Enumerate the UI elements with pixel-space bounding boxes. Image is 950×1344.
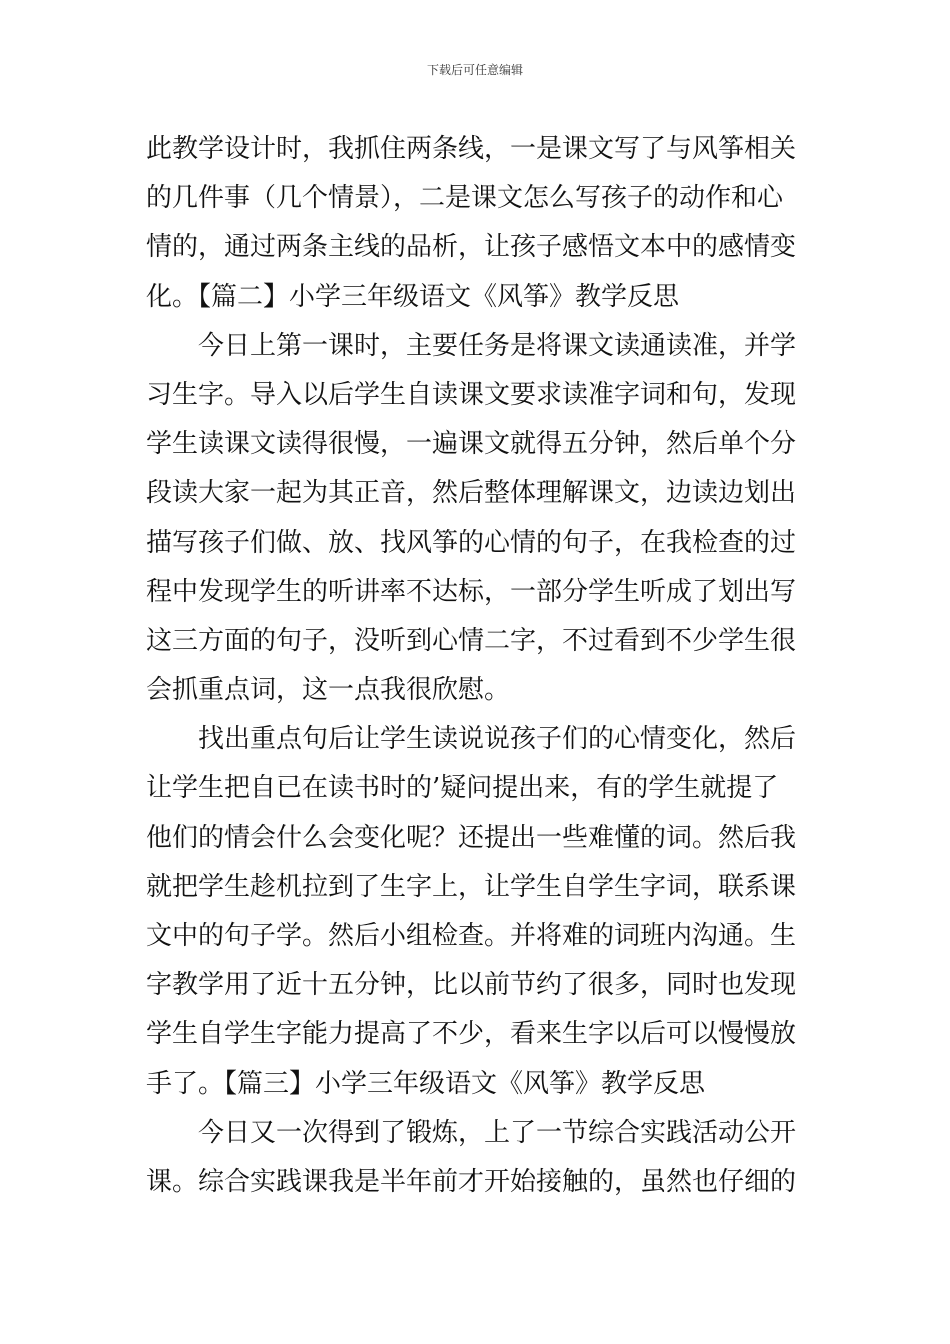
text-line: 情的，通过两条主线的品析，让孩子感悟文本中的感情变: [146, 232, 797, 263]
text-line: 描写孩子们做、放、找风筝的心情的句子，在我检查的过: [146, 527, 797, 558]
body-text: [146, 125, 806, 1207]
text-line: 习生字。导入以后学生自读课文要求读准字词和句，发现: [146, 379, 797, 410]
text-line: 化。【篇二】小学三年级语文《风筝》教学反思: [146, 281, 680, 312]
text-line: 手了。【篇三】小学三年级语文《风筝》教学反思: [146, 1068, 706, 1099]
text-line: 程中发现学生的听讲率不达标，一部分学生听成了划出写: [146, 576, 797, 607]
text-line: 文中的句子学。然后小组检查。并将难的词班内沟通。生: [146, 921, 797, 951]
paragraph-start-line: 今日上第一课时，主要任务是将课文读通读准，并学: [198, 330, 797, 361]
text-line: 课。综合实践课我是半年前才开始接触的，虽然也仔细的: [146, 1166, 797, 1197]
text-line: 就把学生趁机拉到了生字上，让学生自学生字词，联系课: [146, 871, 797, 902]
text-line: 让学生把自已在读书时的’疑问提出来，有的学生就提了: [146, 773, 779, 804]
text-line: 的几件事（几个情景），二是课文怎么写孩子的动作和心: [146, 183, 784, 214]
paragraph-start-line: 今日又一次得到了锻炼，上了一节综合实践活动公开: [198, 1117, 797, 1148]
text-line: 字教学用了近十五分钟，比以前节约了很多，同时也发现: [146, 970, 797, 1001]
text-line: 他们的情会什么会变化呢？还提出一些难懂的词。然后我: [146, 822, 797, 853]
paragraph-start-line: 找出重点句后让学生读说说孩子们的心情变化，然后: [198, 724, 797, 755]
text-line: 这三方面的句子，没听到心情二字，不过看到不少学生很: [146, 625, 797, 656]
text-line: 此教学设计时，我抓住两条线，一是课文写了与风筝相关: [146, 134, 797, 164]
header-note: 下载后可任意编辑: [426, 63, 523, 77]
text-line: 段读大家一起为其正音，然后整体理解课文，边读边划出: [146, 478, 797, 509]
text-line: 学生读课文读得很慢，一遍课文就得五分钟，然后单个分: [146, 429, 797, 460]
text-line: 学生自学生字能力提高了不少，看来生字以后可以慢慢放: [146, 1019, 797, 1050]
text-line: 会抓重点词，这一点我很欣慰。: [146, 675, 511, 706]
